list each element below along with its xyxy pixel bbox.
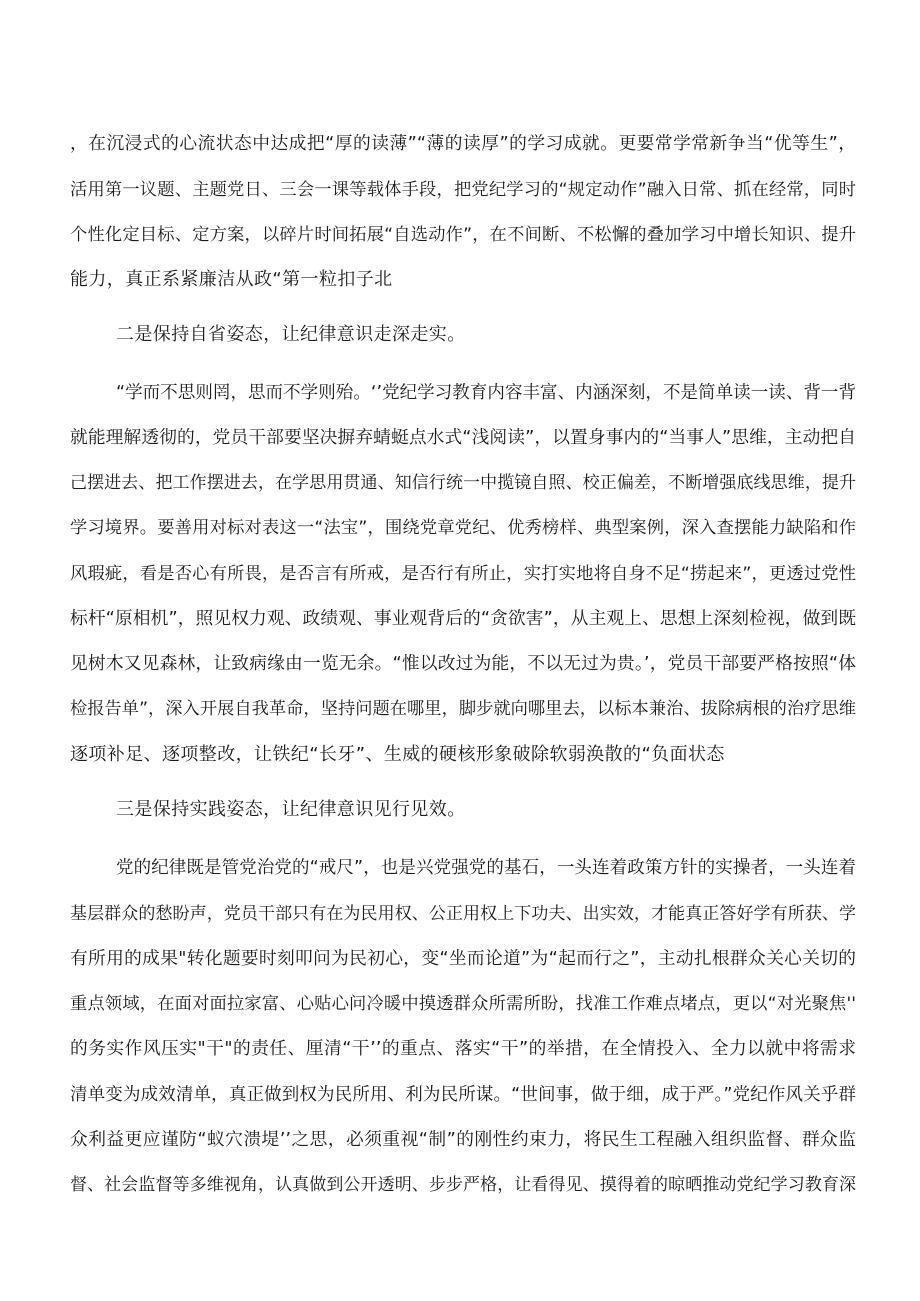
paragraph-2-line-6: 标杆“原相机”，照见权力观、政绩观、事业观背后的“贪欲害”，从主观上、思想上深刻检视，做到既: [70, 609, 856, 629]
paragraph-1-line-1: ，在沉浸式的心流状态中达成把“厚的读薄”“薄的读厚”的学习成就。更要常学常新争当“优等生”，: [70, 134, 856, 154]
paragraph-3-line-3: 有所用的成果"转化题要时刻叩问为民初心，变“坐而论道”为“起而行之”，主动扎根群众关心关切的: [70, 949, 856, 969]
paragraph-2-line-7: 见树木又见森林，让致病缘由一览无余。“惟以改过为能，不以无过为贵。’，党员干部要严格按照“体: [70, 654, 856, 674]
paragraph-3-line-5: 的务实作风压实"干"的责任、厘清“干’’的重点、落实“干”的举措，在全情投入、全力以就中将需求: [70, 1039, 856, 1059]
paragraph-2-line-1: “学而不思则罔，思而不学则殆。‘’党纪学习教育内容丰富、内涵深刻，不是简单读一读、背一背: [116, 383, 856, 403]
paragraph-3-line-7: 众利益更应谨防“蚁穴溃堤’’之思，必须重视“制”的刚性约束力，将民生工程融入组织监督、群众监: [70, 1130, 856, 1150]
section-heading-3: 三是保持实践姿态，让纪律意识见行见效。: [116, 799, 466, 820]
paragraph-3-line-1: 党的纪律既是管党治党的“戒尺”，也是兴党强党的基石，一头连着政策方针的实操者，一头连着: [116, 858, 856, 878]
paragraph-2-line-8: 检报告单”，深入开展自我革命，坚持问题在哪里，脚步就向哪里去，以标本兼治、拔除病根的治疗思维: [70, 699, 856, 719]
paragraph-3-line-6: 清单变为成效清单，真正做到权为民所用、利为民所谋。“世间事，做于细，成于严。”党纪作风关乎群: [70, 1085, 856, 1105]
paragraph-3-line-2: 基层群众的愁盼声，党员干部只有在为民用权、公正用权上下功夫、出实效，才能真正答好学有所获、学: [70, 904, 856, 924]
paragraph-3-line-8: 督、社会监督等多维视角，认真做到公开透明、步步严格，让看得见、摸得着的晾晒推动党纪学习教育深: [70, 1175, 856, 1195]
section-heading-2: 二是保持自省姿态，让纪律意识走深走实。: [116, 324, 466, 345]
paragraph-2-line-2: 就能理解透彻的，党员干部要坚决摒弃蜻蜓点水式“浅阅读”，以置身事内的“当事人”思维，主动把自: [70, 428, 856, 448]
paragraph-2-line-9: 逐项补足、逐项整改，让铁纪“长牙”、生威的硬核形象破除软弱涣散的“负面状态: [70, 744, 725, 765]
paragraph-1-line-2: 活用第一议题、主题党日、三会一课等载体手段，把党纪学习的“规定动作”融入日常、抓在经常，同时: [70, 180, 856, 200]
paragraph-2-line-4: 学习境界。要善用对标对表这一“法宝”，围绕党章党纪、优秀榜样、典型案例，深入查摆能力缺陷和作: [70, 518, 856, 538]
paragraph-2-line-5: 风瑕疵，看是否心有所畏，是否言有所戒，是否行有所止，实打实地将自身不足“捞起来”，更透过党性: [70, 564, 856, 584]
paragraph-1-line-3: 个性化定目标、定方案，以碎片时间拓展“自选动作”，在不间断、不松懈的叠加学习中增长知识、提升: [70, 225, 856, 245]
paragraph-3-line-4: 重点领域，在面对面拉家富、心贴心问冷暖中摸透群众所需所盼，找准工作难点堵点，更以“对光聚焦'': [70, 994, 856, 1014]
paragraph-1-line-4: 能力，真正系紧廉洁从政“第一粒扣子北: [70, 269, 393, 290]
paragraph-2-line-3: 己摆进去、把工作摆进去，在学思用贯通、知信行统一中揽镜自照、校正偏差，不断增强底线思维，提升: [70, 473, 856, 493]
